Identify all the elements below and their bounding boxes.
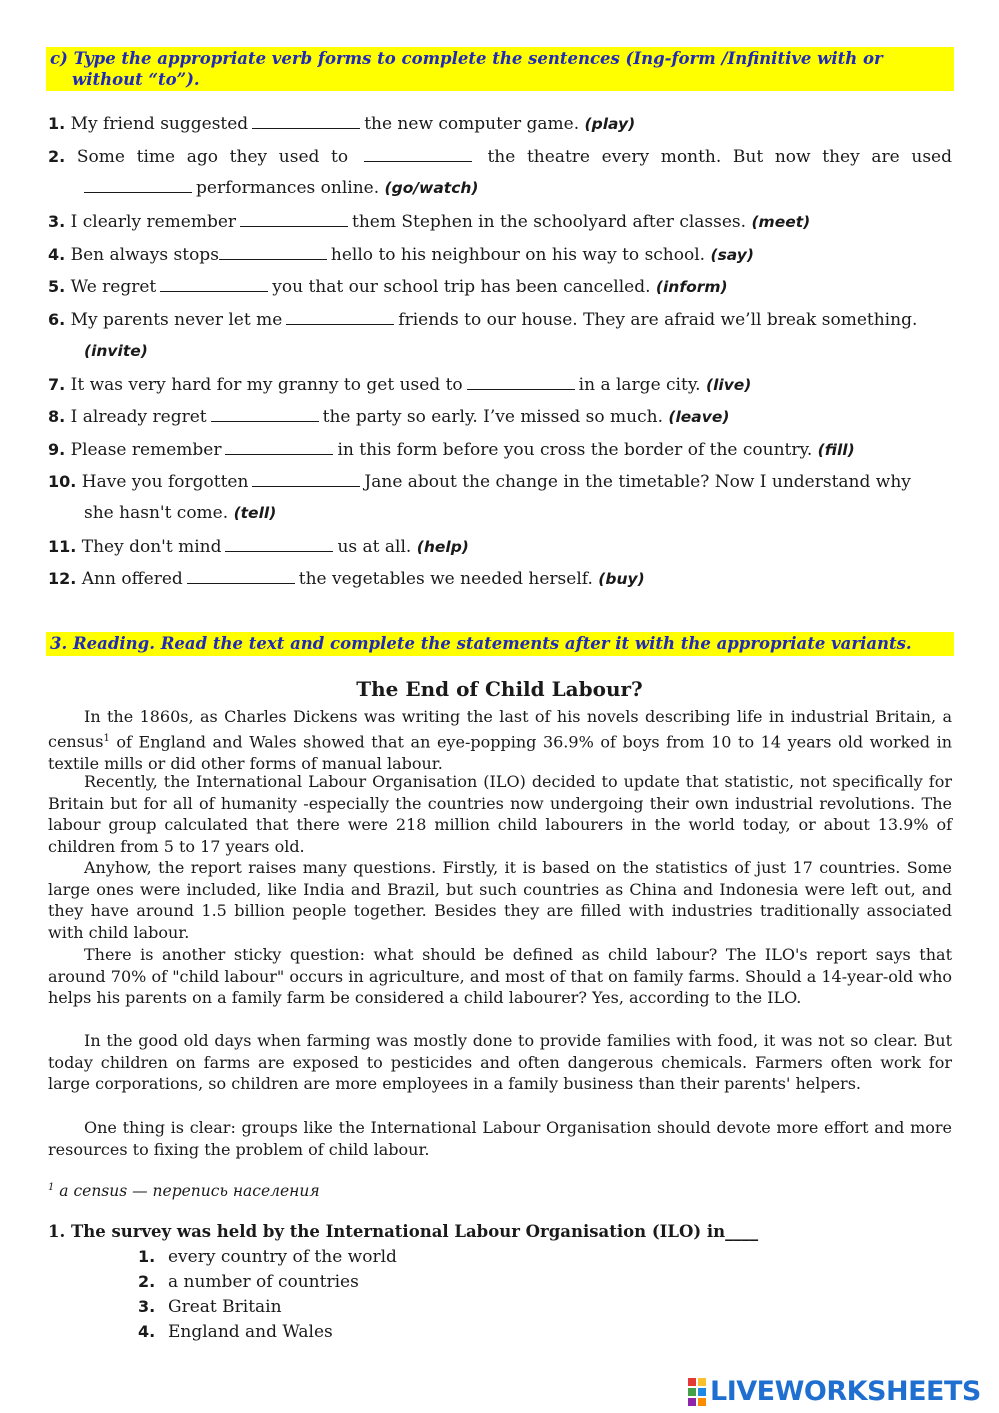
exercise-text: performances online. — [196, 178, 380, 198]
exercise-text: We regret — [70, 277, 157, 297]
exercise-text: she hasn't come. — [84, 503, 229, 523]
exercise-number: 5. — [48, 277, 66, 296]
exercise-text: friends to our house. They are afraid we’ll break something. — [398, 310, 918, 330]
answer-blank[interactable] — [187, 569, 295, 584]
answer-blank[interactable] — [286, 310, 394, 325]
exercise-text: I already regret — [70, 407, 207, 427]
logo-text: LIVEWORKSHEETS — [710, 1376, 981, 1407]
exercise-text: hello to his neighbour on his way to school. — [330, 245, 706, 265]
exercise-number: 12. — [48, 569, 77, 588]
exercise-text: them Stephen in the schoolyard after classes. — [352, 212, 747, 232]
exercise-number: 7. — [48, 375, 66, 394]
answer-blank[interactable] — [252, 114, 360, 129]
exercise-text: the vegetables we needed herself. — [298, 569, 593, 589]
exercise-number: 4. — [48, 245, 66, 264]
verb-hint: (help) — [416, 538, 469, 556]
answer-blank[interactable] — [225, 440, 333, 455]
article-paragraph-1: In the 1860s, as Charles Dickens was writing the last of his novels describing life in industrial Britain, a census$^1$ of England and Wales showed that an eye-popping 36.9% of boys from 10 to 14 years old worked in textile mills or did other forms of manual labour. — [48, 707, 952, 773]
article-paragraph-6: One thing is clear: groups like the International Labour Organisation should devote more effort and more resources to fixing the problem of child labour. — [48, 1118, 952, 1159]
verb-hint: (inform) — [655, 278, 728, 296]
verb-hint: (tell) — [233, 504, 277, 522]
answer-option-3[interactable]: 3. Great Britain — [138, 1297, 282, 1317]
verb-hint: (say) — [710, 246, 754, 264]
article-paragraph-2: Recently, the International Labour Organisation (ILO) decided to update that statistic, not specifically for Britain but for all of humanity -especially the countries now undergoing their own industrial revolutions. The labour group calculated that there were 218 million child labourers in the world today, or about 13.9% of children from 5 to 17 years old. — [48, 772, 952, 856]
section-3-heading — [46, 632, 954, 656]
answer-option-2[interactable]: 2. a number of countries — [138, 1272, 359, 1292]
exercise-text: you that our school trip has been cancelled. — [272, 277, 651, 297]
exercise-number: 11. — [48, 537, 77, 556]
exercise-number: 9. — [48, 440, 66, 459]
section-3-title: 3. Reading. Read the text and complete the statements after it with the appropriate variants. — [50, 634, 912, 653]
exercise-text: Jane about the change in the timetable? Now I understand why — [364, 472, 911, 492]
exercise-number: 6. — [48, 310, 66, 329]
exercise-text: My friend suggested — [70, 114, 249, 134]
footnote: $^1$ a census — перепись населения — [48, 1182, 320, 1201]
answer-blank[interactable] — [160, 277, 268, 292]
verb-hint: (leave) — [668, 408, 730, 426]
verb-hint: (fill) — [817, 441, 855, 459]
answer-blank[interactable] — [364, 147, 472, 162]
verb-hint: (invite) — [84, 342, 148, 360]
answer-option-1[interactable]: 1. every country of the world — [138, 1247, 397, 1267]
article-paragraph-4: There is another sticky question: what should be defined as child labour? The ILO's report says that around 70% of "child labour" occurs in agriculture, and most of that on family farms. Should a 14-year-old who helps his parents on a family farm be considered a child labourer? Yes, according to the ILO. — [48, 945, 952, 1008]
section-c-heading — [46, 47, 954, 91]
article-title: The End of Child Labour? — [356, 677, 643, 701]
article-paragraph-5: In the good old days when farming was mostly done to provide families with food, it was not so clear. But today children on farms are exposed to pesticides and often dangerous chemicals. Farmers often work for large corporations, so children are more employees in a family business than their parents' helpers. — [48, 1031, 952, 1094]
verb-hint: (play) — [584, 115, 636, 133]
exercise-text: It was very hard for my granny to get used to — [70, 375, 463, 395]
exercise-text: I clearly remember — [70, 212, 237, 232]
exercise-number: 3. — [48, 212, 66, 231]
exercise-text: us at all. — [337, 537, 412, 557]
footnote-marker: 1 — [103, 732, 110, 744]
exercise-text: in a large city. — [578, 375, 701, 395]
exercise-text: Ben always stops — [70, 245, 219, 265]
answer-blank[interactable] — [211, 407, 319, 422]
exercise-number: 1. — [48, 114, 66, 133]
verb-hint: (go/watch) — [384, 179, 479, 197]
answer-option-4[interactable]: 4. England and Wales — [138, 1322, 333, 1342]
logo-squares-icon — [688, 1378, 706, 1406]
article-paragraph-3: Anyhow, the report raises many questions. Firstly, it is based on the statistics of just 17 countries. Some large ones were included, like India and Brazil, but such countries as China and Indonesia were left out, and they have around 1.5 billion people together. Besides they are filled with industries traditionally associated with child labour. — [48, 858, 952, 942]
exercise-text: Have you forgotten — [81, 472, 249, 492]
answer-blank[interactable] — [252, 472, 360, 487]
exercise-text: Please remember — [70, 440, 222, 460]
answer-blank[interactable] — [240, 212, 348, 227]
exercise-number: 2. — [48, 147, 66, 166]
verb-hint: (meet) — [751, 213, 811, 231]
verb-hint: (live) — [705, 376, 752, 394]
question-1: 1. The survey was held by the International Labour Organisation (ILO) in____ — [48, 1222, 759, 1241]
exercise-text: the party so early. I’ve missed so much. — [322, 407, 663, 427]
answer-blank[interactable] — [84, 178, 192, 193]
exercise-text: Some time ago they used to — [76, 147, 349, 167]
verb-hint: (buy) — [598, 570, 645, 588]
exercise-text: in this form before you cross the border of the country. — [337, 440, 813, 460]
section-c-title-line1: c) Type the appropriate verb forms to complete the sentences (Ing-form /Infinitive with or — [50, 49, 883, 68]
exercise-text: the new computer game. — [364, 114, 580, 134]
exercise-text: the theatre every month. But now they are used — [487, 147, 952, 167]
answer-blank[interactable] — [219, 245, 327, 260]
exercise-number: 10. — [48, 472, 77, 491]
answer-blank[interactable] — [467, 375, 575, 390]
exercise-number: 8. — [48, 407, 66, 426]
liveworksheets-logo — [688, 1376, 981, 1407]
exercise-text: My parents never let me — [70, 310, 283, 330]
section-c-title-line2: without “to”). — [72, 70, 200, 89]
exercise-text: They don't mind — [81, 537, 222, 557]
exercise-text: Ann offered — [81, 569, 183, 589]
answer-blank[interactable] — [225, 537, 333, 552]
